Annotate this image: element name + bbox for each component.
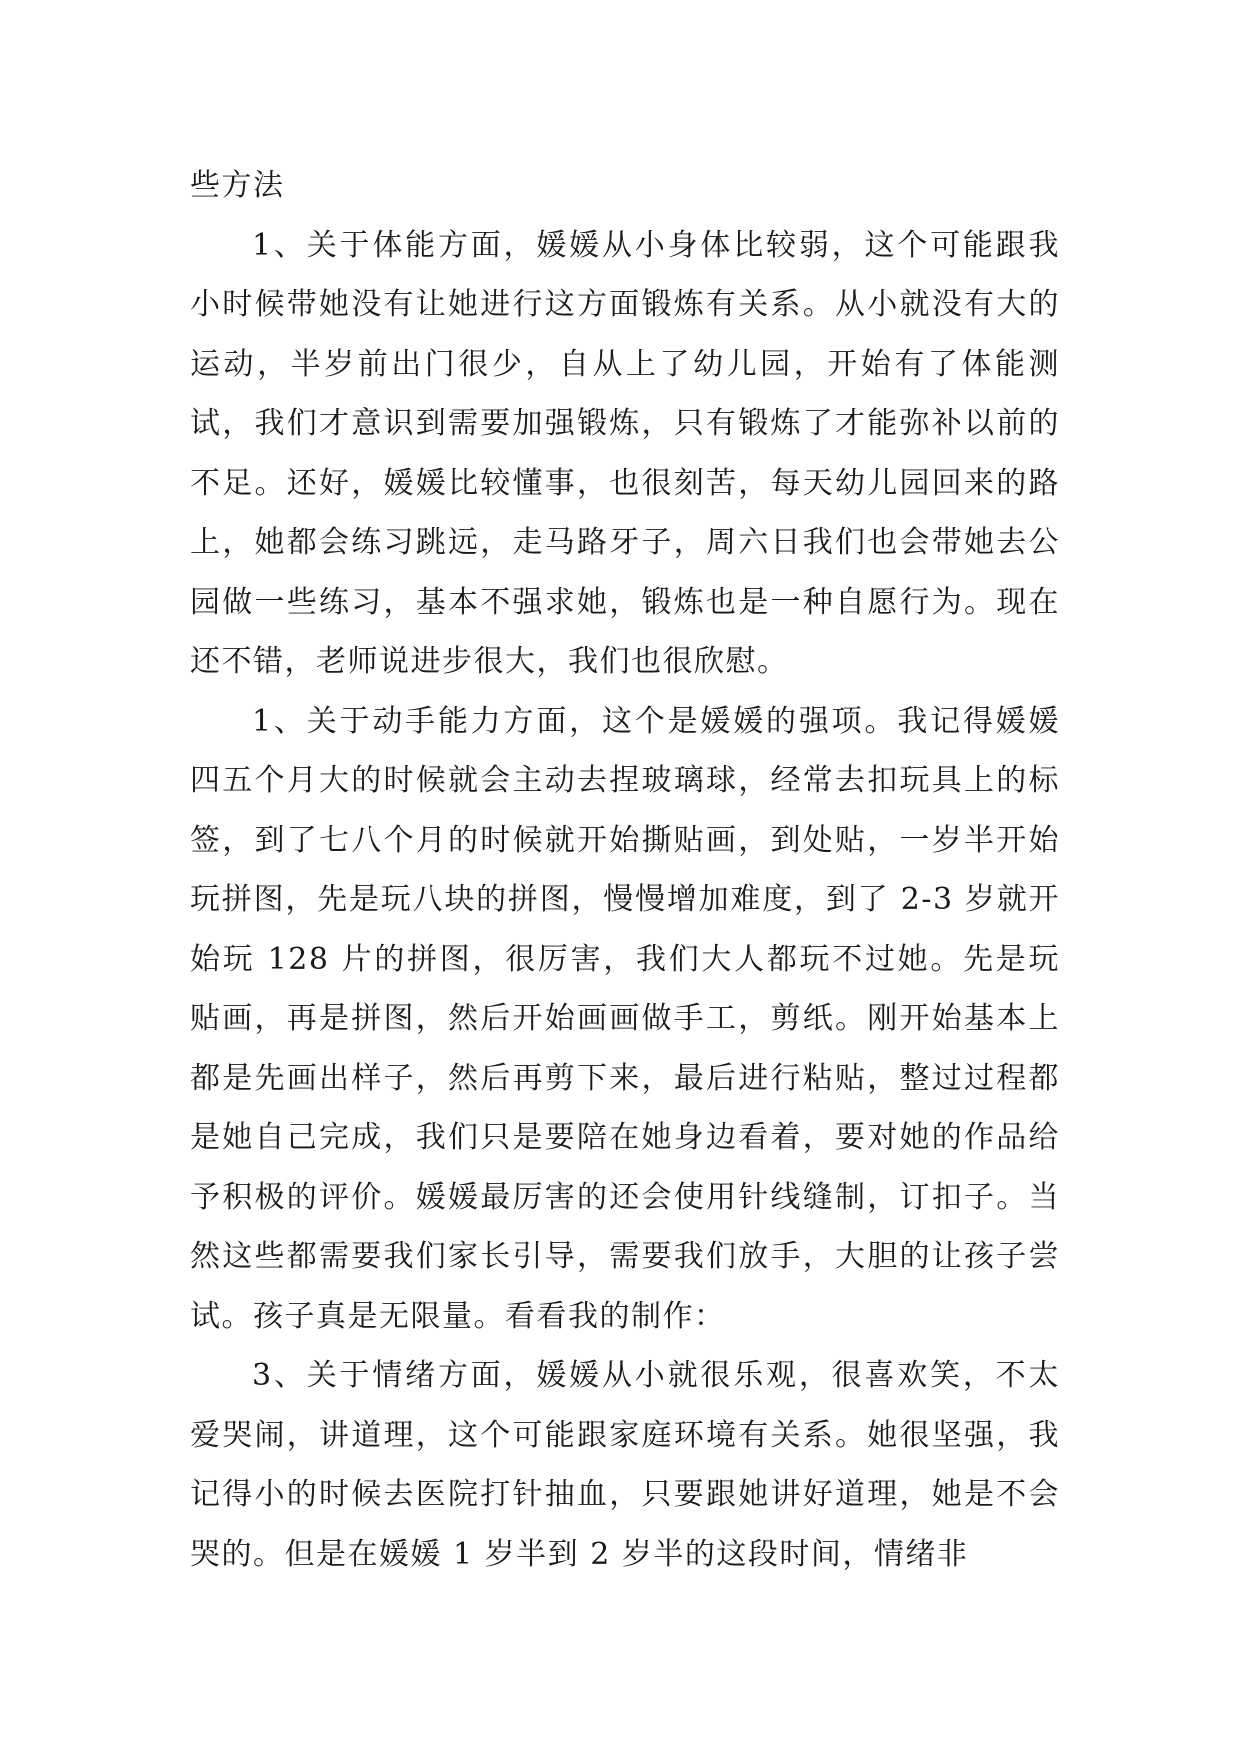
paragraph-physical-ability: 1、关于体能方面，媛媛从小身体比较弱，这个可能跟我小时候带她没有让她进行这方面锻炼有关系。从小就没有大的运动，半岁前出门很少，自从上了幼儿园，开始有了体能测试，我们才意识到需要加强锻炼，只有锻炼了才能弥补以前的不足。还好，媛媛比较懂事，也很刻苦，每天幼儿园回来的路上，她都会练习跳远，走马路牙子，周六日我们也会带她去公园做一些练习，基本不强求她，锻炼也是一种自愿行为。现在还不错，老师说进步很大，我们也很欣慰。 xyxy=(190,227,1060,679)
paragraph-continuation: 些方法 xyxy=(190,168,285,203)
paragraph-emotions: 3、关于情绪方面，媛媛从小就很乐观，很喜欢笑，不太爱哭闹，讲道理，这个可能跟家庭环境有关系。她很坚强，我记得小的时候去医院打针抽血，只要跟她讲好道理，她是不会哭的。但是在媛媛 1 岁半到 2 岁半的这段时间，情绪非 xyxy=(190,1358,1060,1572)
document-body xyxy=(190,156,1060,1584)
paragraph-hands-on-ability: 1、关于动手能力方面，这个是媛媛的强项。我记得媛媛四五个月大的时候就会主动去捏玻璃球，经常去扣玩具上的标签，到了七八个月的时候就开始撕贴画，到处贴，一岁半开始玩拼图，先是玩八块的拼图，慢慢增加难度，到了 2-3 岁就开始玩 128 片的拼图，很厉害，我们大人都玩不过她。先是玩贴画，再是拼图，然后开始画画做手工，剪纸。刚开始基本上都是先画出样子，然后再剪下来，最后进行粘贴，整过过程都是她自己完成，我们只是要陪在她身边看着，要对她的作品给予积极的评价。媛媛最厉害的还会使用针线缝制，订扣子。当然这些都需要我们家长引导，需要我们放手，大胆的让孩子尝试。孩子真是无限量。看看我的制作： xyxy=(190,703,1060,1334)
